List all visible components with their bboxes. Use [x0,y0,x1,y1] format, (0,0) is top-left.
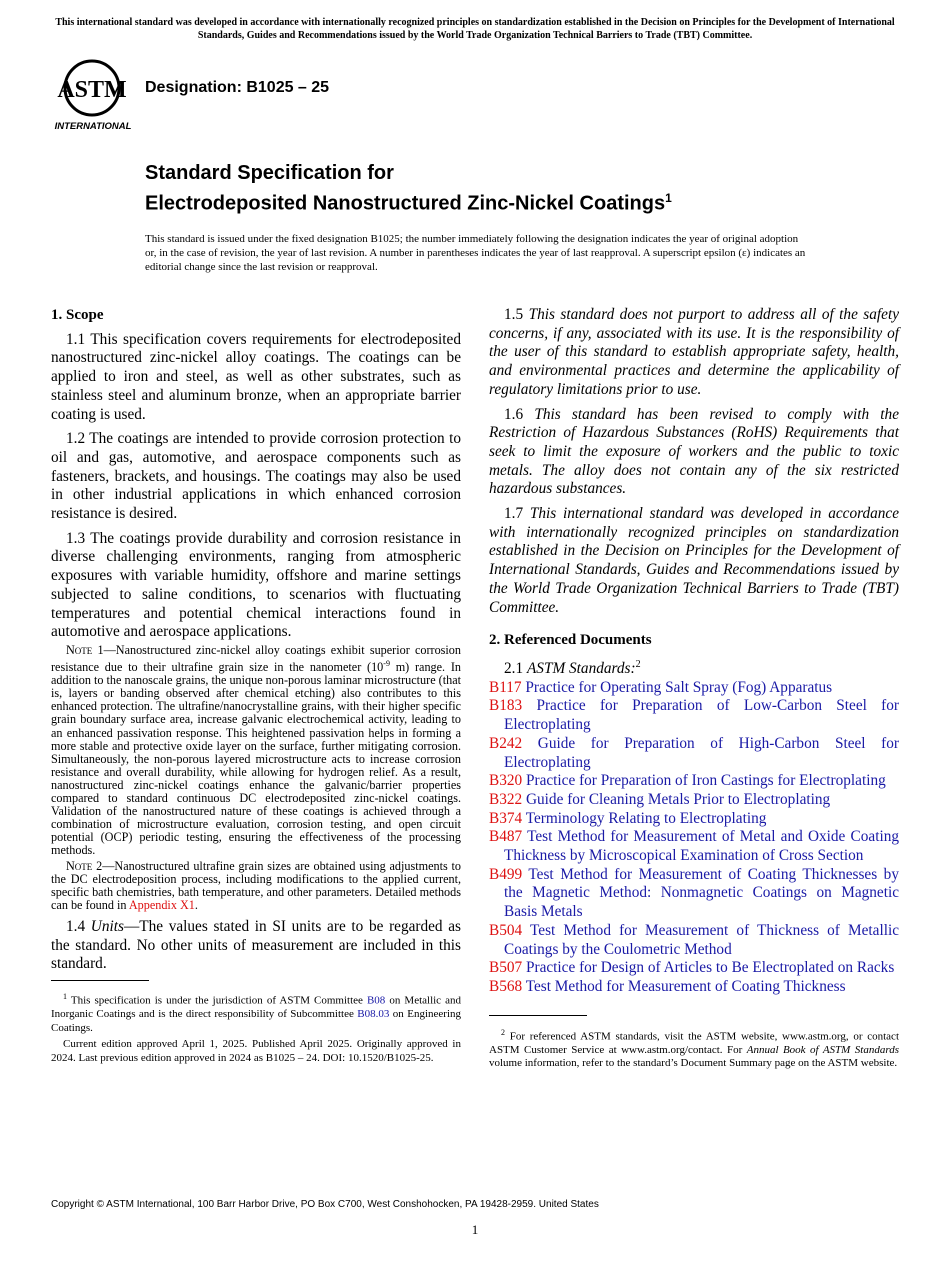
para-1-4-text: —The values stated in SI units are to be regarded as the standard. No other units of measurement are included in this standard. [51,917,461,973]
reference-list [489,679,899,997]
para-2-1-num: 2.1 [504,660,527,678]
reference-code-link[interactable]: B183 [489,697,523,715]
appendix-x1-link[interactable]: Appendix X1 [128,897,195,912]
reference-title-link[interactable]: Practice for Operating Salt Spray (Fog) Apparatus [525,678,833,696]
reference-code-link[interactable]: B320 [489,772,523,790]
para-2-1-label: ASTM Standards: [526,660,636,678]
reference-title-link[interactable]: Terminology Relating to Electroplating [525,809,767,827]
reference-item[interactable] [489,922,899,959]
page-title [145,161,672,217]
footnote-1-text-a: This specification is under the jurisdiction of ASTM Committee [67,994,367,1007]
reference-code-link[interactable]: B499 [489,865,523,883]
logo-text: ASTM [57,77,127,103]
reference-item[interactable] [489,810,899,829]
reference-item[interactable] [489,679,899,698]
para-1-5-num: 1.5 [504,306,529,323]
para-1-2: 1.2 The coatings are intended to provide corrosion protection to oil and gas, automotive, and aerospace components such as fasteners, brackets, and housings. The coatings may also be used in other industrial applications in which enhanced corrosion resistance is desired. [51,430,461,523]
reference-code-link[interactable]: B322 [489,790,523,808]
reference-item[interactable] [489,697,899,734]
reference-title-link[interactable]: Practice for Design of Articles to Be Electroplated on Racks [525,959,895,977]
note-2 [51,860,461,912]
para-1-6-text: This standard has been revised to comply with the Restriction of Hazardous Substances (RoHS) Requirements that seek to limit the exposure of workers and the public to toxic metals. The alloy does not contain any of the six restricted hazardous substances. [489,405,899,498]
reference-code-link[interactable]: B242 [489,734,523,752]
reference-item[interactable] [489,828,899,865]
scope-heading: 1. Scope [51,307,104,323]
reference-title-link[interactable]: Practice for Preparation of Low-Carbon Steel for Electroplating [504,697,899,734]
footnote-1 [51,990,461,1065]
footnote-2 [489,1026,899,1071]
reference-item[interactable] [489,978,899,997]
para-2-1 [489,656,899,679]
footnote-2-italic: Annual Book of ASTM Standards [746,1043,899,1056]
referenced-heading: 2. Referenced Documents [489,632,652,649]
issue-note: This standard is issued under the fixed designation B1025; the number immediately following the designation indicates the year of original adoption or, in the case of revision, the year of last revision. A number in parentheses indicates the year of last reapproval. A superscript epsilon (ε) indicates an editorial change since the last revision or reapproval. [145,233,806,273]
note-1-label: Note 1 [66,642,104,657]
note-2-text: —Nanostructured ultrafine grain sizes are obtained using adjustments to the DC electrodeposition process, including modifications to the applied current, specific bath chemistries, bath temperature, and other parameters. Detailed methods can be found in [51,858,461,912]
reference-code-link[interactable]: B117 [489,678,522,696]
footnote-1-text-b: on Metallic and Inorganic Coatings and is the direct responsibility of Subcommittee [51,994,461,1021]
para-1-6-num: 1.6 [504,405,535,423]
footnote-rule-right [489,1015,587,1016]
para-1-7 [489,505,899,617]
para-1-4-num: 1.4 [66,917,91,935]
astm-logo [52,55,134,133]
note-2-label: Note 2 [66,858,103,873]
reference-item[interactable] [489,772,899,791]
committee-b08-link[interactable]: B08 [366,994,386,1007]
copyright: Copyright © ASTM International, 100 Barr Harbor Drive, PO Box C700, West Conshohocken, PA 19428-2959. United States [51,1199,599,1210]
footnote-2-text-a: For referenced ASTM standards, visit the ASTM website, www.astm.org, or contact ASTM Customer Service at www.astm.org/contact. For [489,1030,899,1056]
reference-title-link[interactable]: Practice for Preparation of Iron Castings for Electroplating [525,772,886,790]
footnote-rule-left [51,980,149,981]
reference-title-link[interactable]: Guide for Cleaning Metals Prior to Electroplating [525,790,831,808]
para-1-4 [51,918,461,974]
title-line-1: Standard Specification for [145,162,394,184]
footnote-2-marker: 2 [501,1027,505,1037]
reference-code-link[interactable]: B374 [489,809,523,827]
reference-code-link[interactable]: B507 [489,959,523,977]
reference-item[interactable] [489,866,899,922]
footnote-2-para [489,1026,899,1071]
reference-item[interactable] [489,959,899,978]
note-2-end: . [194,897,198,912]
reference-code-link[interactable]: B487 [489,828,523,846]
reference-title-link[interactable]: Test Method for Measurement of Coating Thickness [525,978,846,995]
para-1-6 [489,406,899,500]
footnote-1-para-2: Current edition approved April 1, 2025. Published April 2025. Originally approved in 2024. Last previous edition approved in 2024 as B1025 – 24. DOI: 10.1520/B1025-25. [51,1038,461,1064]
reference-item[interactable] [489,791,899,810]
footnote-1-marker: 1 [63,992,67,1001]
reference-item[interactable] [489,735,899,772]
footnote-1-para-1 [51,990,461,1035]
para-1-7-text: This international standard was developed in accordance with internationally recognized principles on standardization established in the Decision on Principles for the Development of International Standards, Guides and Recommendations issued by the World Trade Organization Technical Barriers to Trade (TBT) Committee. [489,505,899,616]
footnote-1-text-c: on Engineering Coatings. [51,1008,462,1034]
left-column [51,306,461,1068]
para-1-5-text: This standard does not purport to address all of the safety concerns, if any, associated with its use. It is the responsibility of the user of this standard to establish appropriate safety, health, and environmental practices and determine the applicability of regulatory limitations prior to use. [489,306,899,398]
note-1-text-b: m) range. In addition to the nanoscale grains, the unique non-porous laminar microstructure (that is, layers or banding observed after chemical etching) also contributes to this enhanced protection. The ultrafine/nanocrystalline grains, with their higher specific grain boundary surface area, increase galvanic electrochemical activity, leading to an enhanced passivation response. This heightened passivation helps in forming a more stable and protective oxide layer on the surface, further mitigating corrosion. Simultaneously, the non-porous layered microstructure acts to increase corrosion resistance and overall durability, while allowing for hydrogen relief. As a result, nanostructured zinc-nickel coatings enhance the galvanic/barrier properties compared to standard continuous DC electrodeposited zinc-nickel coatings. Validation of the nanostructured nature of these coatings is achieved through a combination of microstructure evaluation, corrosion testing, and open circuit potential (OCP) periodic testing, ensuring the effectiveness of the processing methods. [51,660,462,858]
logo-subtext: INTERNATIONAL [54,121,132,132]
note-1-exponent: -9 [383,659,390,669]
tbt-banner: This international standard was developed in accordance with internationally recognized principles on standardization established in the Decision on Principles for the Development of International Standards, Guides and Recommendations issued by the World Trade Organization Technical Barriers to Trade (TBT) Committee. [55,17,895,41]
reference-code-link[interactable]: B504 [489,921,523,939]
subcommittee-b08-03-link[interactable]: B08.03 [357,1008,390,1021]
para-1-4-italic: Units [90,917,124,935]
designation: Designation: B1025 – 25 [145,79,330,96]
note-1 [51,644,461,858]
reference-title-link[interactable]: Test Method for Measurement of Metal and Oxide Coating Thickness by Microscopical Examination of Cross Section [504,828,899,865]
para-1-7-num: 1.7 [504,505,530,523]
reference-title-link[interactable]: Test Method for Measurement of Coating Thicknesses by the Magnetic Method: Nonmagnetic Coatings on Magnetic Basis Metals [504,865,899,921]
footnote-2-ref[interactable]: 2 [635,658,641,670]
title-line-2: Electrodeposited Nanostructured Zinc-Nickel Coatings [145,192,666,215]
title-footnote-ref[interactable]: 1 [665,191,672,205]
note-1-text-a: —Nanostructured zinc-nickel alloy coatings exhibit superior corrosion resistance due to their ultrafine grain size in the nanometer (10 [51,642,461,675]
reference-code-link[interactable]: B568 [489,978,523,995]
para-1-1: 1.1 This specification covers requirements for electrodeposited nanostructured zinc-nickel alloy coatings. The coatings can be applied to iron and steel, as well as other substrates, such as stainless steel and aluminum bronze, when an appropriate barrier coating is used. [51,330,461,423]
para-1-3: 1.3 The coatings provide durability and corrosion resistance in diverse challenging environments, ranging from atmospheric exposures with variable humidity, offshore and marine settings subjected to saline conditions, to scenarios with fluctuating temperatures and potential chemical interactions found in automotive and aerospace applications. [51,529,461,641]
right-column [489,306,899,1074]
page-number: 1 [471,1222,479,1237]
reference-title-link[interactable]: Test Method for Measurement of Thickness of Metallic Coatings by the Coulometric Method [504,921,899,958]
para-1-5 [489,306,899,400]
reference-title-link[interactable]: Guide for Preparation of High-Carbon Steel for Electroplating [504,734,899,771]
footnote-2-text-b: volume information, refer to the standard’s Document Summary page on the ASTM website. [489,1057,898,1070]
